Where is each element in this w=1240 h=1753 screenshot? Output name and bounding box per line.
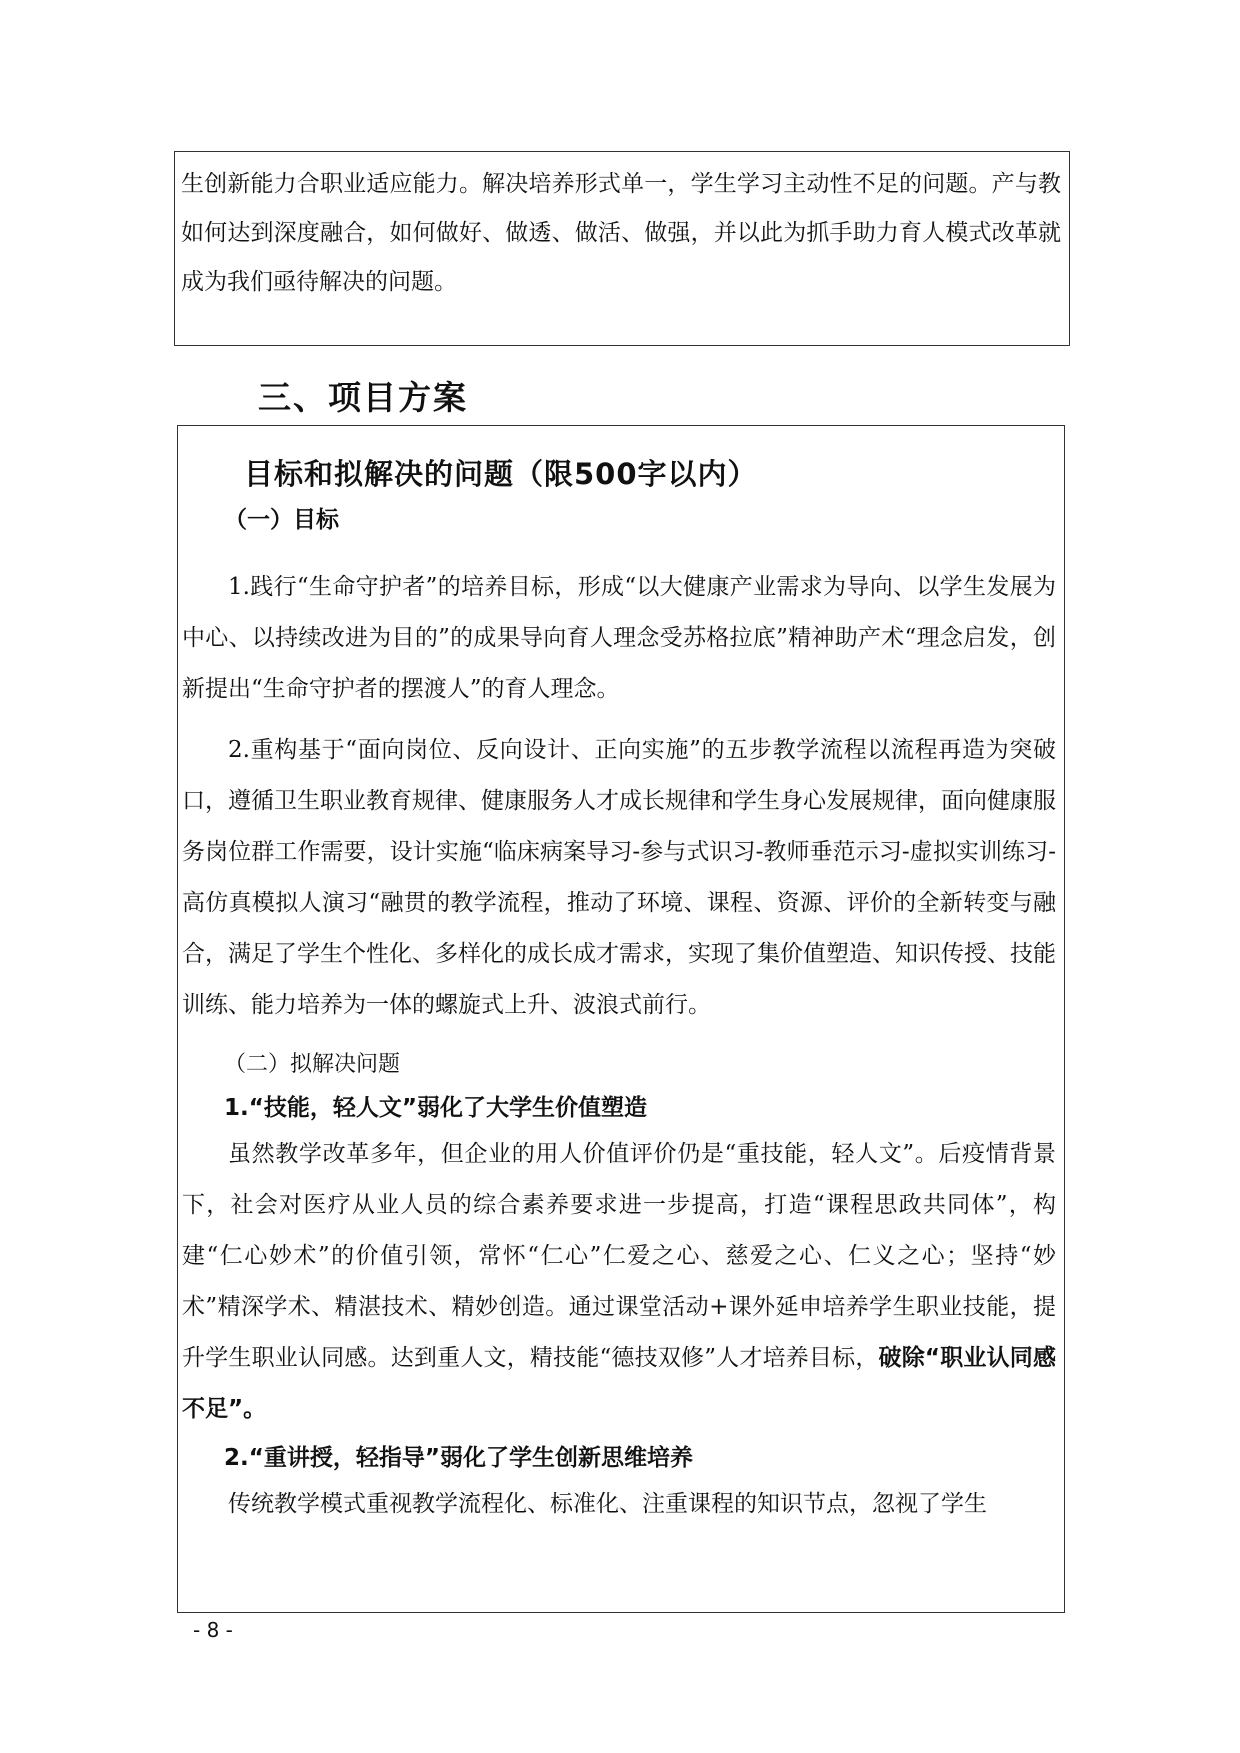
problem-1-body: 虽然教学改革多年，但企业的用人价值评价仍是“重技能，轻人文”。后疫情背景下，社会对医疗从业人员的综合素养要求进一步提高，打造“课程思政共同体”，构建“仁心妙术”的价值引领，常怀“仁心”仁爱之心、慈爱之心、仁义之心；坚持“妙术”精深学术、精湛技术、精妙创造。通过课堂活动+课外延申培养学生职业技能，提升学生职业认同感。达到重人文，精技能“德技双修”人才培养目标， [182, 1141, 1056, 1371]
problem-1-title: 1.“技能，轻人文”弱化了大学生价值塑造 [224, 1095, 647, 1121]
section-title: 三、项目方案 [258, 378, 468, 417]
goals-heading: 目标和拟解决的问题（限500字以内） [244, 457, 758, 491]
goal-paragraph-2: 2.重构基于“面向岗位、反向设计、正向实施”的五步教学流程以流程再造为突破口，遵循卫生职业教育规律、健康服务人才成长规律和学生身心发展规律，面向健康服务岗位群工作需要，设计实施“临床病案导习-参与式识习-教师垂范示习-虚拟实训练习-高仿真模拟人演习“融贯的教学流程，推动了环境、课程、资源、评价的全新转变与融合，满足了学生个性化、多样化的成长成才需求，实现了集价值塑造、知识传授、技能训练、能力培养为一体的螺旋式上升、波浪式前行。 [182, 737, 1056, 1018]
continued-text-box [174, 151, 1070, 346]
problem-2-title: 2.“重讲授，轻指导”弱化了学生创新思维培养 [224, 1445, 693, 1471]
problem-1-paragraph [182, 1129, 1056, 1435]
page-number: - 8 - [193, 1618, 233, 1642]
project-plan-box [177, 425, 1065, 1613]
problem-2-paragraph: 传统教学模式重视教学流程化、标准化、注重课程的知识节点，忽视了学生 [228, 1491, 987, 1517]
goal-subheading: （一）目标 [224, 507, 339, 533]
continued-paragraph: 生创新能力合职业适应能力。解决培养形式单一，学生学习主动性不足的问题。产与教如何达到深度融合，如何做好、做透、做活、做强，并以此为抓手助力育人模式改革就成为我们亟待解决的问题。 [181, 171, 1061, 295]
problem-1-bold-tail: 破除“职业认同感不足”。 [182, 1345, 1056, 1422]
problem-subheading: （二）拟解决问题 [224, 1052, 401, 1077]
goal-paragraph-1: 1.践行“生命守护者”的培养目标，形成“以大健康产业需求为导向、以学生发展为中心、以持续改进为目的”的成果导向育人理念受苏格拉底”精神助产术“理念启发，创新提出“生命守护者的摆渡人”的育人理念。 [182, 574, 1056, 702]
